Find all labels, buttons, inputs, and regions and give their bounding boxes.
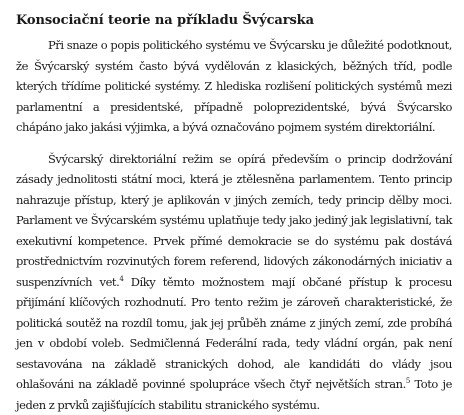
paragraph-2-text-c: Toto je jeden z prvků zajišťujících stabilitu stranického systému. [16,377,452,412]
paragraph-2-text-b: Díky těmto možnostem mají občané přístup k procesu přijímání klíčových rozhodnutí. Pro tento režim je zároveň charakteristické, že politická soutěž na rozdíl tomu, jak jej průběh známe z jiných zemí, zde probíhá jen v období voleb. Sedmičlenná Federální rada, tedy vládní orgán, pak není sestavována na základě stranických dohod, ale kandidáti do vlády jsou ohlašováni na základě povinné spolupráce všech čtyř největších stran. [16,275,452,392]
footnote-marker-4[interactable]: 4 [119,275,123,283]
paragraph-2 [16,149,452,415]
section-heading: Konsociační teorie na příkladu Švýcarska [16,12,452,29]
paragraph-2-text-a: Švýcarský direktoriální režim se opírá především o princip dodržování zásady jednolitosti státní moci, která je ztělesněna parlamentem. Tento princip nahrazuje přístup, který je aplikován v jiných zemích, tedy princip dělby moci. Parlament ve Švýcarském systému uplatňuje tedy jako jediný jak legislativní, tak exekutivní kompetence. Prvek přímé demokracie se do systému pak dostává prostřednictvím rozvinutých forem referend, lidových zákonodárných iniciativ a suspenzívních vet. [16,152,452,289]
paragraph-1-text: Při snaze o popis politického systému ve Švýcarsku je důležité podotknout, že Švýcarský systém často bývá vydělován z klasických, běžných tříd, podle kterých třídíme politické systémy. Z hlediska rozlišení politických systémů mezi parlamentní a presidentské, případně poloprezidentské, bývá Švýcarsko chápáno jako jakási výjimka, a bývá označováno pojmem systém direktoriální. [16,38,452,134]
footnote-marker-5[interactable]: 5 [406,377,410,385]
paragraph-1 [16,35,452,138]
